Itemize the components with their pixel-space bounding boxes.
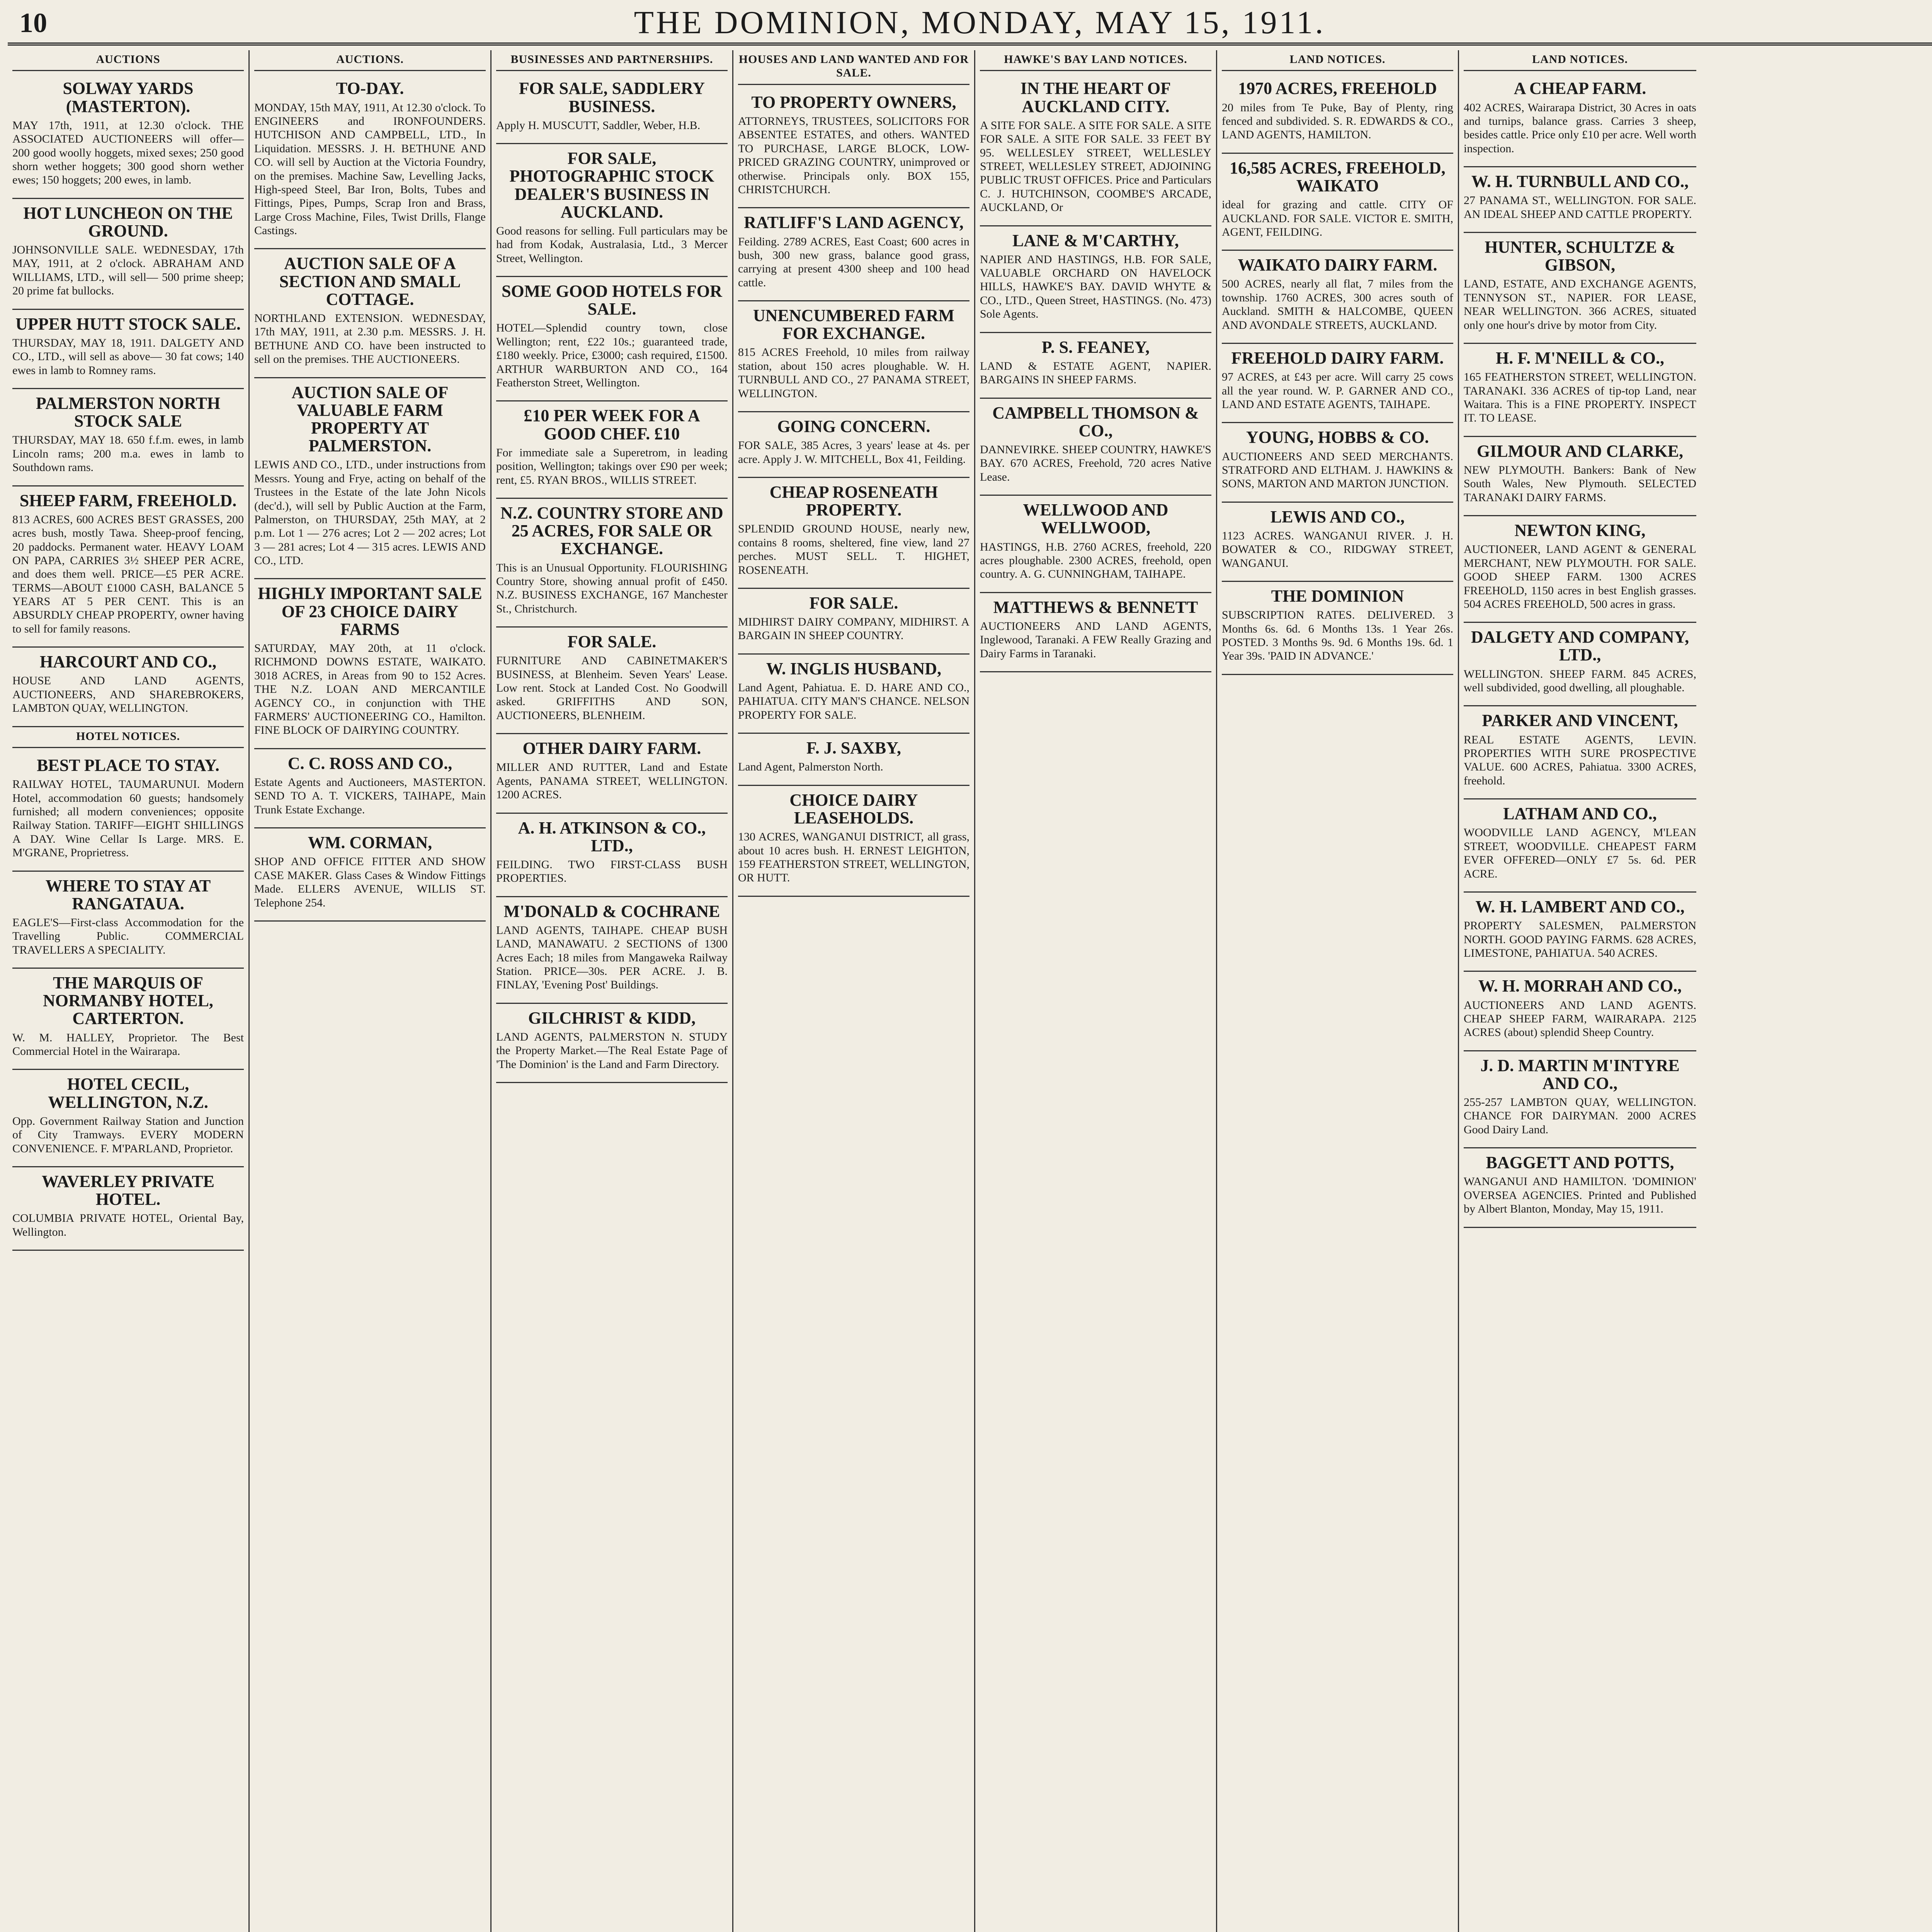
newspaper-title: THE DOMINION, MONDAY, MAY 15, 1911. xyxy=(634,5,1326,41)
column-2 xyxy=(250,50,492,1932)
ad-body: AUCTIONEERS AND LAND AGENTS. CHEAP SHEEP FARM, WAIRARAPA. 2125 ACRES (about) splendid Sheep Country. xyxy=(1464,998,1696,1039)
ad-body: 402 ACRES, Wairarapa District, 30 Acres in oats and turnips, balance grass. Carries 3 sheep, besides cattle. Price only £10 per acre. Well worth inspection. xyxy=(1464,101,1696,155)
classified-ad xyxy=(254,249,486,378)
ad-body: RAILWAY HOTEL, TAUMARUNUI. Modern Hotel, accommodation 60 guests; handsomely furnished; all modern conveniences; opposite Railway Station. TARIFF—EIGHT SHILLINGS A DAY. Wine Cellar Is Large. MRS. E. M'GRANE, Proprietress. xyxy=(12,778,244,859)
ad-title: 16,585 ACRES, FREEHOLD, WAIKATO xyxy=(1230,158,1446,195)
column-header: AUCTIONS xyxy=(12,50,244,71)
ad-body: ideal for grazing and cattle. CITY OF AUCKLAND. FOR SALE. VICTOR E. SMITH, AGENT, FEILDING. xyxy=(1222,198,1453,238)
ad-body: 165 FEATHERSTON STREET, WELLINGTON. TARANAKI. 336 ACRES of tip-top Land, near Waitara. This is a FINE PROPERTY. INSPECT IT. TO LEASE. xyxy=(1464,371,1696,425)
ad-title: AUCTION SALE OF VALUABLE FARM PROPERTY AT PALMERSTON. xyxy=(291,383,449,456)
ad-title: P. S. FEANEY, xyxy=(1041,337,1150,357)
classified-ad xyxy=(12,199,244,310)
ad-title: PARKER AND VINCENT, xyxy=(1482,711,1678,730)
column-6 xyxy=(1217,50,1459,1932)
ad-title: FOR SALE. xyxy=(809,593,898,612)
ad-body: MIDHIRST DAIRY COMPANY, MIDHIRST. A BARGAIN IN SHEEP COUNTRY. xyxy=(738,616,969,642)
ad-body: AUCTIONEERS AND LAND AGENTS, Inglewood, Taranaki. A FEW Really Grazing and Dairy Farms in Taranaki. xyxy=(980,619,1211,660)
column-7 xyxy=(1459,50,1701,1932)
ad-body: HOTEL—Splendid country town, close Wellington; rent, £22 10s.; guaranteed trade, £180 weekly. Price, £3000; cash required, £1500. ARTHUR WARBURTON AND CO., 164 Featherston Street, Wellington. xyxy=(496,321,728,389)
ad-body: LAND AGENTS, PALMERSTON N. STUDY the Property Market.—The Real Estate Page of 'The Dominion' is the Land and Farm Directory. xyxy=(496,1031,728,1071)
classified-ad xyxy=(254,749,486,828)
ad-body: THURSDAY, MAY 18, 1911. DALGETY AND CO., LTD., will sell as above— 30 fat cows; 140 ewes in lamb to Romney rams. xyxy=(12,336,244,377)
ad-title: GILCHRIST & KIDD, xyxy=(528,1008,696,1027)
column-header: HOTEL NOTICES. xyxy=(12,727,244,748)
ad-title: OTHER DAIRY FARM. xyxy=(522,739,701,758)
ad-title: W. INGLIS HUSBAND, xyxy=(766,659,942,678)
column-3 xyxy=(492,50,733,1932)
ad-body: 500 ACRES, nearly all flat, 7 miles from the township. 1760 ACRES, 300 acres south of Auckland. SMITH & HALCOMBE, QUEEN AND AVONDALE STREETS, AUCKLAND. xyxy=(1222,277,1453,332)
ad-body: 97 ACRES, at £43 per acre. Will carry 25 cows all the year round. W. P. GARNER AND CO., LAND AND ESTATE AGENTS, TAIHAPE. xyxy=(1222,371,1453,411)
ad-title: FOR SALE. xyxy=(567,632,656,651)
ad-body: W. M. HALLEY, Proprietor. The Best Commercial Hotel in the Wairarapa. xyxy=(12,1031,244,1058)
ad-body: DANNEVIRKE. SHEEP COUNTRY, HAWKE'S BAY. 670 ACRES, Freehold, 720 acres Native Lease. xyxy=(980,443,1211,483)
ad-body: 27 PANAMA ST., WELLINGTON. FOR SALE. AN IDEAL SHEEP AND CATTLE PROPERTY. xyxy=(1464,194,1696,221)
column-4 xyxy=(733,50,975,1932)
classified-ad xyxy=(496,401,728,499)
ad-body: LAND & ESTATE AGENT, NAPIER. BARGAINS IN SHEEP FARMS. xyxy=(980,359,1211,386)
classified-ad xyxy=(980,333,1211,399)
ad-body: Land Agent, Palmerston North. xyxy=(738,760,883,774)
classified-ad xyxy=(738,655,969,734)
classified-ad xyxy=(496,74,728,144)
ad-title: TO PROPERTY OWNERS, xyxy=(751,92,956,112)
ad-title: A. H. ATKINSON & CO., LTD., xyxy=(518,818,706,855)
classified-ad xyxy=(738,208,969,301)
ad-title: PALMERSTON NORTH STOCK SALE xyxy=(36,394,221,431)
ad-title: GOING CONCERN. xyxy=(777,417,930,436)
classified-ad xyxy=(1464,972,1696,1051)
ad-title: W. H. TURNBULL AND CO., xyxy=(1471,172,1689,191)
ad-body: THURSDAY, MAY 18. 650 f.f.m. ewes, in lamb Lincoln rams; 200 m.a. ewes in lamb to Southdown rams. xyxy=(12,434,244,474)
ad-title: GILMOUR AND CLARKE, xyxy=(1476,441,1684,461)
ad-body: A SITE FOR SALE. A SITE FOR SALE. A SITE FOR SALE. A SITE FOR SALE. 33 FEET BY 95. WELLESLEY STREET, WELLESLEY STREET, WELLESLEY STREET, ADJOINING PUBLIC TRUST OFFICES. Price and Particulars C. J. HUTCHINSON, COOMBE'S ARCADE, AUCKLAND, Or xyxy=(980,119,1211,214)
ad-body: SATURDAY, MAY 20th, at 11 o'clock. RICHMOND DOWNS ESTATE, WAIKATO. 3018 ACRES, in Areas from 90 to 152 Acres. THE N.Z. LOAN AND MERCANTILE AGENCY CO., in conjunction with THE FARMERS' AUCTIONEERING CO., Hamilton. FINE BLOCK OF DAIRYING COUNTRY. xyxy=(254,642,486,737)
ad-body: REAL ESTATE AGENTS, LEVIN. PROPERTIES WITH SURE PROSPECTIVE VALUE. 600 ACRES, Pahiatua. 3300 ACRES, freehold. xyxy=(1464,733,1696,787)
ad-title: C. C. ROSS AND CO., xyxy=(287,753,452,773)
ad-title: RATLIFF'S LAND AGENCY, xyxy=(744,213,964,232)
ad-title: SOME GOOD HOTELS FOR SALE. xyxy=(502,282,722,319)
ad-body: WELLINGTON. SHEEP FARM. 845 ACRES, well subdivided, good dwelling, all ploughable. xyxy=(1464,667,1696,694)
classified-ad xyxy=(738,589,969,655)
classified-ad xyxy=(738,412,969,478)
ad-body: Opp. Government Railway Station and Junction of City Tramways. EVERY MODERN CONVENIENCE. F. M'PARLAND, Proprietor. xyxy=(12,1114,244,1155)
classified-ad xyxy=(738,301,969,412)
ad-body: SHOP AND OFFICE FITTER AND SHOW CASE MAKER. Glass Cases & Window Fittings Made. ELLERS AVENUE, WILLIS ST. Telephone 254. xyxy=(254,855,486,909)
ad-body: SPLENDID GROUND HOUSE, nearly new, contains 8 rooms, sheltered, fine view, land 27 perches. MUST SELL. T. HIGHET, ROSENEATH. xyxy=(738,522,969,577)
page-number: 10 xyxy=(19,7,47,38)
ad-body: Apply H. MUSCUTT, Saddler, Weber, H.B. xyxy=(496,119,701,132)
ad-title: WAIKATO DAIRY FARM. xyxy=(1238,255,1437,275)
ad-title: BEST PLACE TO STAY. xyxy=(37,756,219,775)
ad-body: AUCTIONEER, LAND AGENT & GENERAL MERCHANT, NEW PLYMOUTH. FOR SALE. GOOD SHEEP FARM. 1300 ACRES FREEHOLD, 1150 acres in best English grasses. 504 ACRES FREEHOLD, 500 acres in grass. xyxy=(1464,543,1696,611)
ad-title: HUNTER, SCHULTZE & GIBSON, xyxy=(1485,238,1675,275)
classified-ad xyxy=(12,872,244,969)
ad-body: 813 ACRES, 600 ACRES BEST GRASSES, 200 acres bush, mostly Tawa. Sheep-proof fencing, 20 paddocks. Permanent water. HEAVY LOAM ON PAPA, CARRIES 3½ SHEEP PER ACRE, and does them well. PRICE—£5 PER ACRE. TERMS—ABOUT £1000 CASH, BALANCE 5 YEARS AT 5 PER CENT. This is an ABSURDLY CHEAP PROPERTY, owner having to sell for family reasons. xyxy=(12,513,244,635)
classified-ad xyxy=(1464,1148,1696,1228)
classified-ad xyxy=(254,74,486,249)
ad-title: HIGHLY IMPORTANT SALE OF 23 CHOICE DAIRY FARMS xyxy=(258,584,482,639)
ad-title: HARCOURT AND CO., xyxy=(39,652,217,672)
classified-ad xyxy=(254,378,486,580)
ad-body: 255-257 LAMBTON QUAY, WELLINGTON. CHANCE FOR DAIRYMAN. 2000 ACRES Good Dairy Land. xyxy=(1464,1096,1696,1136)
ad-body: LAND, ESTATE, AND EXCHANGE AGENTS, TENNYSON ST., NAPIER. FOR LEASE, NEAR WELLINGTON. 366 ACRES, situated only one hour's drive by motor from City. xyxy=(1464,277,1696,332)
ad-title: FREEHOLD DAIRY FARM. xyxy=(1231,349,1444,368)
classified-ad xyxy=(496,277,728,401)
ad-body: COLUMBIA PRIVATE HOTEL, Oriental Bay, Wellington. xyxy=(12,1212,244,1238)
classified-ad xyxy=(496,499,728,628)
column-header: LAND NOTICES. xyxy=(1222,50,1453,71)
ad-title: LATHAM AND CO., xyxy=(1503,804,1657,823)
ad-body: FEILDING. TWO FIRST-CLASS BUSH PROPERTIES. xyxy=(496,858,728,885)
classified-ad xyxy=(980,496,1211,593)
column-header: HOUSES AND LAND WANTED AND FOR SALE. xyxy=(738,50,969,85)
classified-ad xyxy=(254,579,486,749)
ad-body: MONDAY, 15th MAY, 1911, At 12.30 o'clock. To ENGINEERS and IRONFOUNDERS. HUTCHISON AND CAMPBELL, LTD., In Liquidation. MESSRS. J. H. BETHUNE AND CO. will sell by Auction at the Victoria Foundry, on the premises. Machine Saw, Levelling Jacks, High-speed Steel, Bar Iron, Bolts, Tubes and Fittings, Pipes, Pumps, Scrap Iron and Brass, Large Cross Machine, Files, Twist Drills, Flange Castings. xyxy=(254,101,486,237)
classified-ad xyxy=(496,897,728,1004)
ad-title: SHEEP FARM, FREEHOLD. xyxy=(19,491,237,510)
ad-title: DALGETY AND COMPANY, LTD., xyxy=(1471,628,1689,665)
classified-ad xyxy=(1464,437,1696,516)
ad-body: HOUSE AND LAND AGENTS, AUCTIONEERS, AND SHAREBROKERS, LAMBTON QUAY, WELLINGTON. xyxy=(12,674,244,715)
ad-title: NEWTON KING, xyxy=(1514,521,1646,540)
classified-ad xyxy=(1464,1051,1696,1149)
classified-ad xyxy=(1464,344,1696,437)
ad-body: JOHNSONVILLE SALE. WEDNESDAY, 17th MAY, 1911, at 2 o'clock. ABRAHAM AND WILLIAMS, LTD., will sell— 500 prime sheep; 20 prime fat bullocks. xyxy=(12,243,244,298)
masthead xyxy=(8,0,1932,46)
classified-ad xyxy=(12,389,244,486)
ad-title: H. F. M'NEILL & CO., xyxy=(1496,349,1664,368)
classified-ad xyxy=(738,478,969,589)
ad-body: PROPERTY SALESMEN, PALMERSTON NORTH. GOOD PAYING FARMS. 628 ACRES, LIMESTONE, PAHIATUA. 540 ACRES. xyxy=(1464,919,1696,959)
classified-ad xyxy=(12,751,244,872)
page-columns xyxy=(8,50,1932,1932)
ad-body: NEW PLYMOUTH. Bankers: Bank of New South Wales, New Plymouth. SELECTED TARANAKI DAIRY FARMS. xyxy=(1464,463,1696,504)
ad-body: For immediate sale a Superetrom, in leading position, Wellington; takings over £90 per week; rent, £5. RYAN BROS., WILLIS STREET. xyxy=(496,446,728,486)
ad-body: Land Agent, Pahiatua. E. D. HARE AND CO., PAHIATUA. CITY MAN'S CHANCE. NELSON PROPERTY FOR SALE. xyxy=(738,681,969,721)
ad-body: Good reasons for selling. Full particulars may be had from Kodak, Australasia, Ltd., 3 Mercer Street, Wellington. xyxy=(496,224,728,265)
ad-title: AUCTION SALE OF A SECTION AND SMALL COTTAGE. xyxy=(279,254,461,309)
column-1 xyxy=(8,50,250,1932)
classified-ad xyxy=(12,1167,244,1251)
classified-ad xyxy=(496,628,728,734)
ad-title: WHERE TO STAY AT RANGATAUA. xyxy=(45,876,211,913)
column-header: LAND NOTICES. xyxy=(1464,50,1696,71)
ad-title: W. H. MORRAH AND CO., xyxy=(1478,976,1682,996)
classified-ad xyxy=(1222,154,1453,251)
classified-ad xyxy=(496,144,728,277)
ad-body: NAPIER AND HASTINGS, H.B. FOR SALE, VALUABLE ORCHARD ON HAVELOCK HILLS, HAWKE'S BAY. DAVID WHYTE & CO., LTD., Queen Street, HASTINGS. (No. 473) Sole Agents. xyxy=(980,253,1211,321)
classified-ad xyxy=(1222,423,1453,502)
ad-title: THE DOMINION xyxy=(1271,587,1404,606)
ad-title: A CHEAP FARM. xyxy=(1514,79,1646,98)
ad-title: TO-DAY. xyxy=(336,79,404,98)
classified-ad xyxy=(496,814,728,897)
classified-ad xyxy=(980,74,1211,226)
classified-ad xyxy=(1222,251,1453,344)
ad-title: CHOICE DAIRY LEASEHOLDS. xyxy=(789,790,918,827)
ad-title: BAGGETT AND POTTS, xyxy=(1486,1153,1674,1172)
ad-title: IN THE HEART OF AUCKLAND CITY. xyxy=(1020,79,1171,116)
classified-ad xyxy=(254,828,486,922)
classified-ad xyxy=(1464,74,1696,167)
classified-ad xyxy=(980,226,1211,333)
ad-body: This is an Unusual Opportunity. FLOURISHING Country Store, showing annual profit of £450. N.Z. BUSINESS EXCHANGE, 167 Manchester St., Christchurch. xyxy=(496,561,728,615)
ad-title: FOR SALE, SADDLERY BUSINESS. xyxy=(519,79,705,116)
ad-title: 1970 ACRES, FREEHOLD xyxy=(1238,79,1437,98)
ad-title: HOTEL CECIL, WELLINGTON, N.Z. xyxy=(48,1075,208,1112)
ad-title: UPPER HUTT STOCK SALE. xyxy=(15,314,241,333)
ad-title: SOLWAY YARDS (MASTERTON). xyxy=(63,79,194,116)
ad-title: MATTHEWS & BENNETT xyxy=(993,597,1198,617)
ad-title: M'DONALD & COCHRANE xyxy=(503,901,720,921)
ad-title: W. H. LAMBERT AND CO., xyxy=(1475,897,1685,916)
ad-body: 1123 ACRES. WANGANUI RIVER. J. H. BOWATER & CO., RIDGWAY STREET, WANGANUI. xyxy=(1222,529,1453,570)
ad-body: HASTINGS, H.B. 2760 ACRES, freehold, 220 acres ploughable. 2300 ACRES, freehold, open country. A. G. CUNNINGHAM, TAIHAPE. xyxy=(980,540,1211,581)
ad-body: ATTORNEYS, TRUSTEES, SOLICITORS FOR ABSENTEE ESTATES, and others. WANTED TO PURCHASE, LARGE BLOCK, LOW-PRICED GRAZING COUNTRY, unimproved or otherwise. Principals only. BOX 155, CHRISTCHURCH. xyxy=(738,114,969,196)
classified-ad xyxy=(1464,706,1696,799)
classified-ad xyxy=(738,88,969,209)
ad-title: YOUNG, HOBBS & CO. xyxy=(1246,428,1429,447)
classified-ad xyxy=(12,969,244,1070)
ad-body: FURNITURE AND CABINETMAKER'S BUSINESS, at Blenheim. Seven Years' Lease. Low rent. Stock at Landed Cost. No Goodwill asked. GRIFFITHS AND SON, AUCTIONEERS, BLENHEIM. xyxy=(496,654,728,722)
ad-body: Estate Agents and Auctioneers, MASTERTON. SEND TO A. T. VICKERS, TAIHAPE, Main Trunk Estate Exchange. xyxy=(254,776,486,816)
ad-body: AUCTIONEERS AND SEED MERCHANTS. STRATFORD AND ELTHAM. J. HAWKINS & SONS, MARTON AND MARTON JUNCTION. xyxy=(1222,450,1453,490)
ad-body: 815 ACRES Freehold, 10 miles from railway station, about 150 acres ploughable. W. H. TURNBULL AND CO., 27 PANAMA STREET, WELLINGTON. xyxy=(738,346,969,400)
classified-ad xyxy=(1222,582,1453,675)
classified-ad xyxy=(738,786,969,897)
ad-title: LANE & M'CARTHY, xyxy=(1012,231,1179,250)
ad-body: LEWIS AND CO., LTD., under instructions from Messrs. Young and Frye, acting on behalf of the Trustees in the Estate of the late John Nicols (dec'd.), will sell by Public Auction at the Farm, Palmerston, on THURSDAY, 25th MAY, at 2 p.m. Lot 1 — 276 acres; Lot 2 — 202 acres; Lot 3 — 281 acres; Lot 4 — 315 acres. LEWIS AND CO., LTD. xyxy=(254,458,486,567)
classified-ad xyxy=(1464,233,1696,344)
ad-body: NORTHLAND EXTENSION. WEDNESDAY, 17th MAY, 1911, at 2.30 p.m. MESSRS. J. H. BETHUNE AND CO. have been instructed to sell on the premises. THE AUCTIONEERS. xyxy=(254,312,486,366)
classified-ad xyxy=(1464,893,1696,972)
classified-ad xyxy=(496,734,728,813)
ad-title: J. D. MARTIN M'INTYRE AND CO., xyxy=(1480,1056,1680,1093)
column-header: BUSINESSES AND PARTNERSHIPS. xyxy=(496,50,728,71)
ad-title: UNENCUMBERED FARM FOR EXCHANGE. xyxy=(753,306,955,343)
classified-ad xyxy=(1464,799,1696,893)
ad-title: N.Z. COUNTRY STORE AND 25 ACRES, FOR SALE OR EXCHANGE. xyxy=(500,503,723,558)
classified-ad xyxy=(1464,167,1696,233)
classified-ad xyxy=(1222,503,1453,582)
ad-body: WANGANUI AND HAMILTON. 'DOMINION' OVERSEA AGENCIES. Printed and Published by Albert Blanton, Monday, May 15, 1911. xyxy=(1464,1175,1696,1216)
classified-ad xyxy=(1222,74,1453,153)
ad-body: MAY 17th, 1911, at 12.30 o'clock. THE ASSOCIATED AUCTIONEERS will offer— 200 good woolly hoggets, mixed sexes; 250 good shorn wether hoggets; 300 good shorn wether ewes; 150 hoggets; 200 ewes, in lamb. xyxy=(12,119,244,187)
ad-body: FOR SALE, 385 Acres, 3 years' lease at 4s. per acre. Apply J. W. MITCHELL, Box 41, Feilding. xyxy=(738,439,969,466)
classified-ad xyxy=(12,74,244,199)
classified-ad xyxy=(1464,516,1696,623)
classified-ad xyxy=(1464,623,1696,706)
ad-title: WAVERLEY PRIVATE HOTEL. xyxy=(41,1172,215,1209)
classified-ad xyxy=(496,1004,728,1083)
ad-title: LEWIS AND CO., xyxy=(1270,507,1405,526)
ad-body: Feilding. 2789 ACRES, East Coast; 600 acres in bush, 300 new grass, balance good grass, carrying at present 4300 sheep and 100 head cattle. xyxy=(738,235,969,289)
ad-body: WOODVILLE LAND AGENCY, M'LEAN STREET, WOODVILLE. CHEAPEST FARM EVER OFFERED—ONLY £7 5s. 6d. PER ACRE. xyxy=(1464,826,1696,880)
ad-body: 130 ACRES, WANGANUI DISTRICT, all grass, about 10 acres bush. H. ERNEST LEIGHTON, 159 FEATHERSTON STREET, WELLINGTON, OR HUTT. xyxy=(738,830,969,884)
column-header: HAWKE'S BAY LAND NOTICES. xyxy=(980,50,1211,71)
ad-title: WELLWOOD AND WELLWOOD, xyxy=(1023,500,1168,537)
classified-ad xyxy=(738,734,969,786)
ad-title: CAMPBELL THOMSON & CO., xyxy=(992,403,1199,440)
ad-title: WM. CORMAN, xyxy=(308,833,432,852)
ad-title: FOR SALE, PHOTOGRAPHIC STOCK DEALER'S BUSINESS IN AUCKLAND. xyxy=(509,149,714,221)
column-5 xyxy=(975,50,1217,1932)
classified-ad xyxy=(1222,344,1453,423)
ad-title: HOT LUNCHEON ON THE GROUND. xyxy=(23,203,233,240)
ad-body: SUBSCRIPTION RATES. DELIVERED. 3 Months 6s. 6d. 6 Months 13s. 1 Year 26s. POSTED. 3 Months 9s. 9d. 6 Months 19s. 6d. 1 Year 39s. 'PAID IN ADVANCE.' xyxy=(1222,609,1453,663)
ad-body: MILLER AND RUTTER, Land and Estate Agents, PANAMA STREET, WELLINGTON. 1200 ACRES. xyxy=(496,761,728,801)
classified-ad xyxy=(980,399,1211,496)
column-header: AUCTIONS. xyxy=(254,50,486,71)
ad-title: £10 PER WEEK FOR A GOOD CHEF. £10 xyxy=(524,406,700,443)
classified-ad xyxy=(12,1070,244,1167)
ad-title: THE MARQUIS OF NORMANBY HOTEL, CARTERTON. xyxy=(43,973,213,1028)
classified-ad xyxy=(12,486,244,648)
ad-title: F. J. SAXBY, xyxy=(806,738,901,758)
ad-title: CHEAP ROSENEATH PROPERTY. xyxy=(769,482,938,520)
ad-body: EAGLE'S—First-class Accommodation for the Travelling Public. COMMERCIAL TRAVELLERS A SPECIALITY. xyxy=(12,916,244,956)
ad-body: 20 miles from Te Puke, Bay of Plenty, ring fenced and subdivided. S. R. EDWARDS & CO., LAND AGENTS, HAMILTON. xyxy=(1222,101,1453,141)
classified-ad xyxy=(12,310,244,389)
ad-body: LAND AGENTS, TAIHAPE. CHEAP BUSH LAND, MANAWATU. 2 SECTIONS of 1300 Acres Each; 18 miles from Mangaweka Railway Station. PRICE—30s. PER ACRE. J. B. FINLAY, 'Evening Post' Buildings. xyxy=(496,923,728,992)
classified-ad xyxy=(980,593,1211,672)
classified-ad xyxy=(12,648,244,727)
